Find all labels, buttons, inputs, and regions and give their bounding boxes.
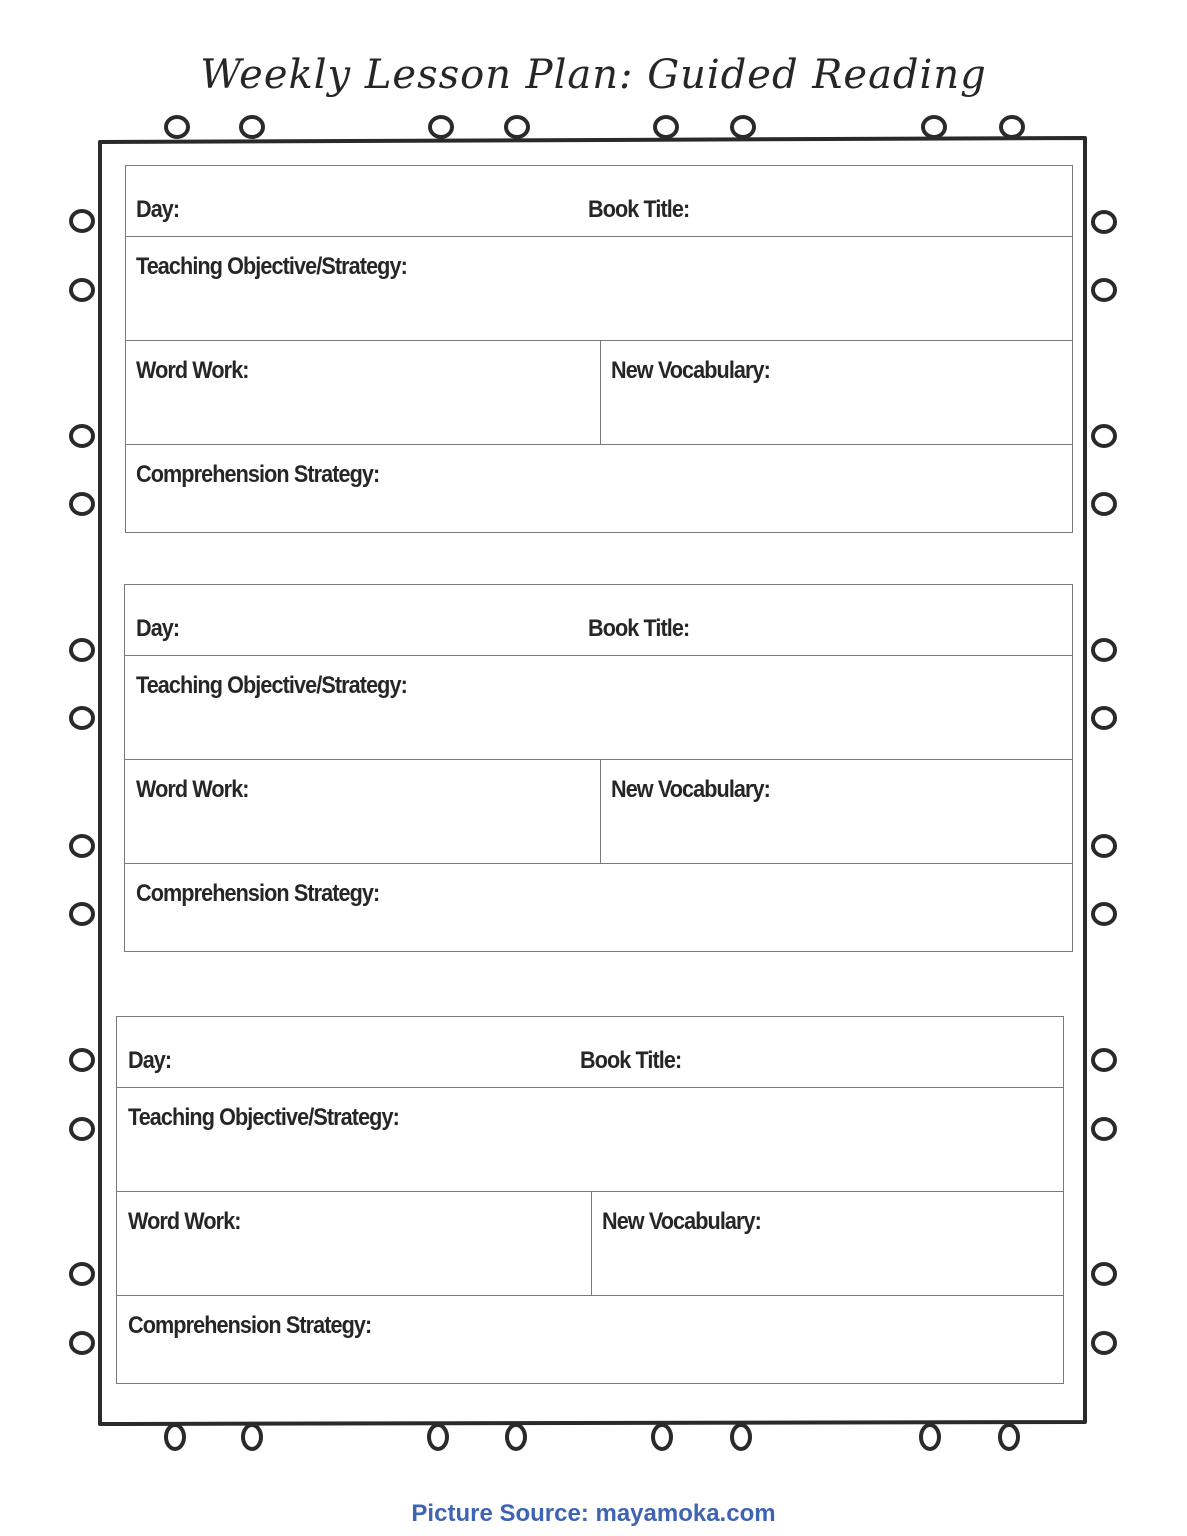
new-vocabulary-field[interactable] [611,806,1061,858]
word-work-field[interactable] [127,1238,577,1290]
book-title-label: Book Title: [580,1047,682,1074]
new-vocabulary-label: New Vocabulary: [602,1208,761,1235]
word-work-cell [125,760,601,863]
day-field[interactable] [185,605,575,645]
teaching-objective-label: Teaching Objective/Strategy: [136,672,407,699]
word-work-field[interactable] [136,387,586,439]
book-title-label: Book Title: [588,196,690,223]
new-vocabulary-cell [601,341,1072,444]
teaching-objective-row [126,237,1072,341]
day-field[interactable] [186,186,576,226]
new-vocabulary-cell [592,1192,1063,1295]
day-label: Day: [136,196,180,223]
comprehension-row [125,864,1072,952]
new-vocabulary-cell [601,760,1072,863]
day-book-row [125,585,1072,656]
new-vocabulary-field[interactable] [602,1238,1052,1290]
word-work-label: Word Work: [136,357,249,384]
teaching-objective-field[interactable] [127,1134,1047,1186]
day-book-row [117,1017,1063,1088]
word-work-field[interactable] [135,806,585,858]
new-vocabulary-field[interactable] [611,387,1061,439]
comprehension-label: Comprehension Strategy: [136,461,380,488]
lesson-block-1 [125,165,1073,533]
comprehension-label: Comprehension Strategy: [128,1312,372,1339]
word-vocab-row [126,341,1072,445]
day-label: Day: [136,615,180,642]
teaching-objective-label: Teaching Objective/Strategy: [128,1104,399,1131]
page-title: Weekly Lesson Plan: Guided Reading [200,52,987,98]
comprehension-field[interactable] [127,1342,1047,1378]
book-title-label: Book Title: [588,615,690,642]
word-work-cell [126,341,601,444]
book-title-field[interactable] [697,1037,1057,1077]
teaching-objective-row [125,656,1072,760]
teaching-objective-row [117,1088,1063,1192]
new-vocabulary-label: New Vocabulary: [611,357,770,384]
teaching-objective-field[interactable] [136,283,1056,335]
word-vocab-row [125,760,1072,864]
word-work-label: Word Work: [136,776,249,803]
picture-source-caption: Picture Source: mayamoka.com [411,1500,776,1527]
comprehension-row [117,1296,1063,1384]
new-vocabulary-label: New Vocabulary: [611,776,770,803]
comprehension-field[interactable] [136,491,1056,527]
lesson-block-2 [124,584,1073,952]
teaching-objective-field[interactable] [135,702,1055,754]
comprehension-label: Comprehension Strategy: [136,880,380,907]
word-work-label: Word Work: [128,1208,241,1235]
lesson-block-3 [116,1016,1064,1384]
teaching-objective-label: Teaching Objective/Strategy: [136,253,407,280]
day-field[interactable] [177,1037,567,1077]
day-book-row [126,166,1072,237]
comprehension-row [126,445,1072,533]
book-title-field[interactable] [705,605,1065,645]
day-label: Day: [128,1047,172,1074]
book-title-field[interactable] [706,186,1066,226]
comprehension-field[interactable] [135,910,1055,946]
word-vocab-row [117,1192,1063,1296]
word-work-cell [117,1192,592,1295]
